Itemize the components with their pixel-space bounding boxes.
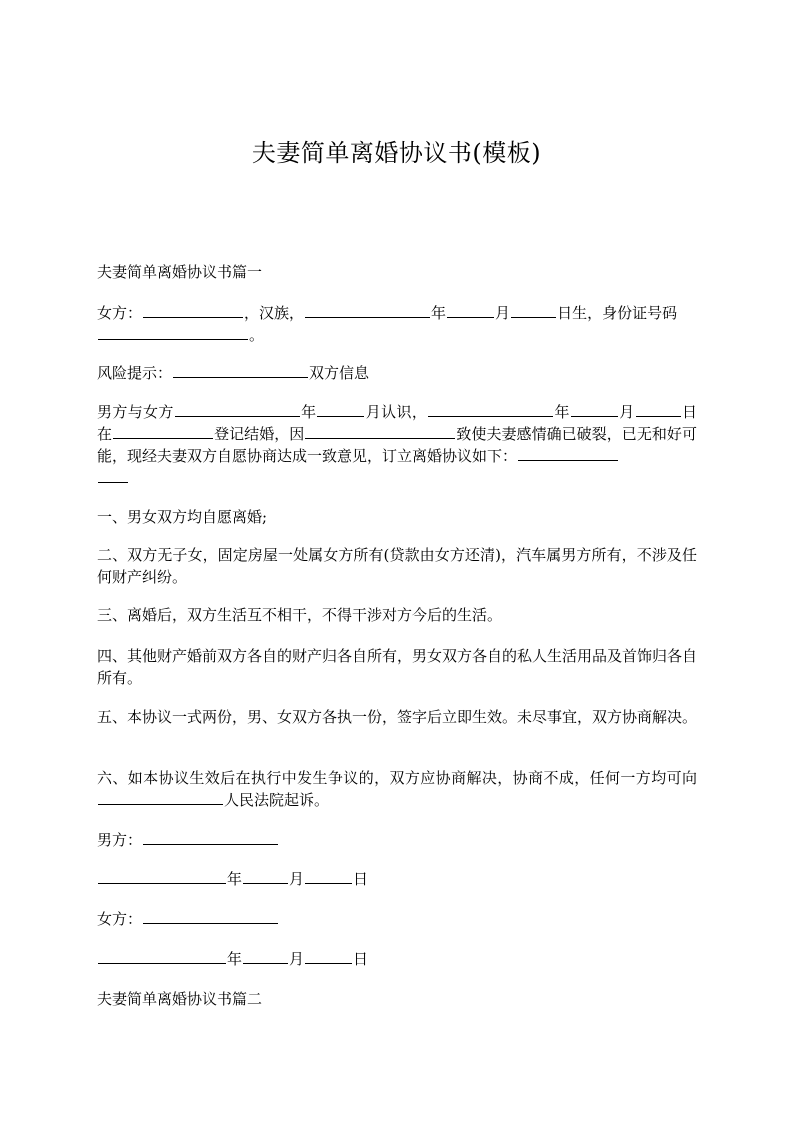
clause-1: 一、男女双方均自愿离婚; [97,508,268,526]
female-info-paragraph: 女方： ，汉族， 年 月 日生，身份证号码 。 [97,304,678,344]
blank-field [173,362,308,378]
section-heading-2: 夫妻简单离婚协议书篇二 [97,990,263,1008]
blank-field [447,302,494,318]
blank-field [317,401,364,417]
blank-field [571,401,618,417]
blank-field [98,789,223,805]
clause-2: 二、双方无子女，固定房屋一处属女方所有(贷款由女方还清)，汽车属男方所有，不涉及任何财产纠纷。 [97,546,697,586]
blank-field [305,868,352,884]
section-heading-1: 夫妻简单离婚协议书篇一 [97,263,263,281]
blank-field [113,423,213,439]
blank-field [518,445,618,461]
blank-field [98,868,226,884]
blank-field [143,302,243,318]
clause-4: 四、其他财产婚前双方各自的财产归各自所有，男女双方各自的私人生活用品及首饰归各自所有。 [97,647,698,687]
clause-3: 三、离婚后，双方生活互不相干，不得干涉对方今后的生活。 [97,606,503,624]
blank-field [511,302,556,318]
risk-notice: 风险提示： 双方信息 [97,364,370,382]
blank-field [243,868,288,884]
blank-field [636,401,681,417]
blank-field [428,401,553,417]
male-signature: 男方： [97,829,697,851]
signature-field [143,908,278,924]
clause-5: 五、本协议一式两份，男、女双方各执一份，签字后立即生效。未尽事宜，双方协商解决。 [97,708,698,726]
blank-field [305,423,455,439]
female-signature: 女方： [97,908,697,930]
page-title: 夫妻简单离婚协议书(模板) [251,139,542,167]
blank-field [98,324,248,340]
blank-field [305,302,430,318]
male-signature-date: 年 月 日 [97,868,697,890]
clause-6: 六、如本协议生效后在执行中发生争议的，双方应协商解决，协商不成，任何一方均可向人民法院起诉。 [97,769,697,809]
blank-field [98,948,226,964]
blank-field [175,401,300,417]
female-signature-date: 年 月 日 [97,948,697,970]
signature-field [143,829,278,845]
blank-field [243,948,288,964]
blank-field [98,467,128,483]
blank-field [305,948,352,964]
intro-paragraph: 男方与女方 年 月认识， 年 月 日在 登记结婚，因 致使夫妻感情确已破裂，已无和好可能，现经夫妻双方自愿协商达成一致意见，订立离婚协议如下： [97,401,697,489]
